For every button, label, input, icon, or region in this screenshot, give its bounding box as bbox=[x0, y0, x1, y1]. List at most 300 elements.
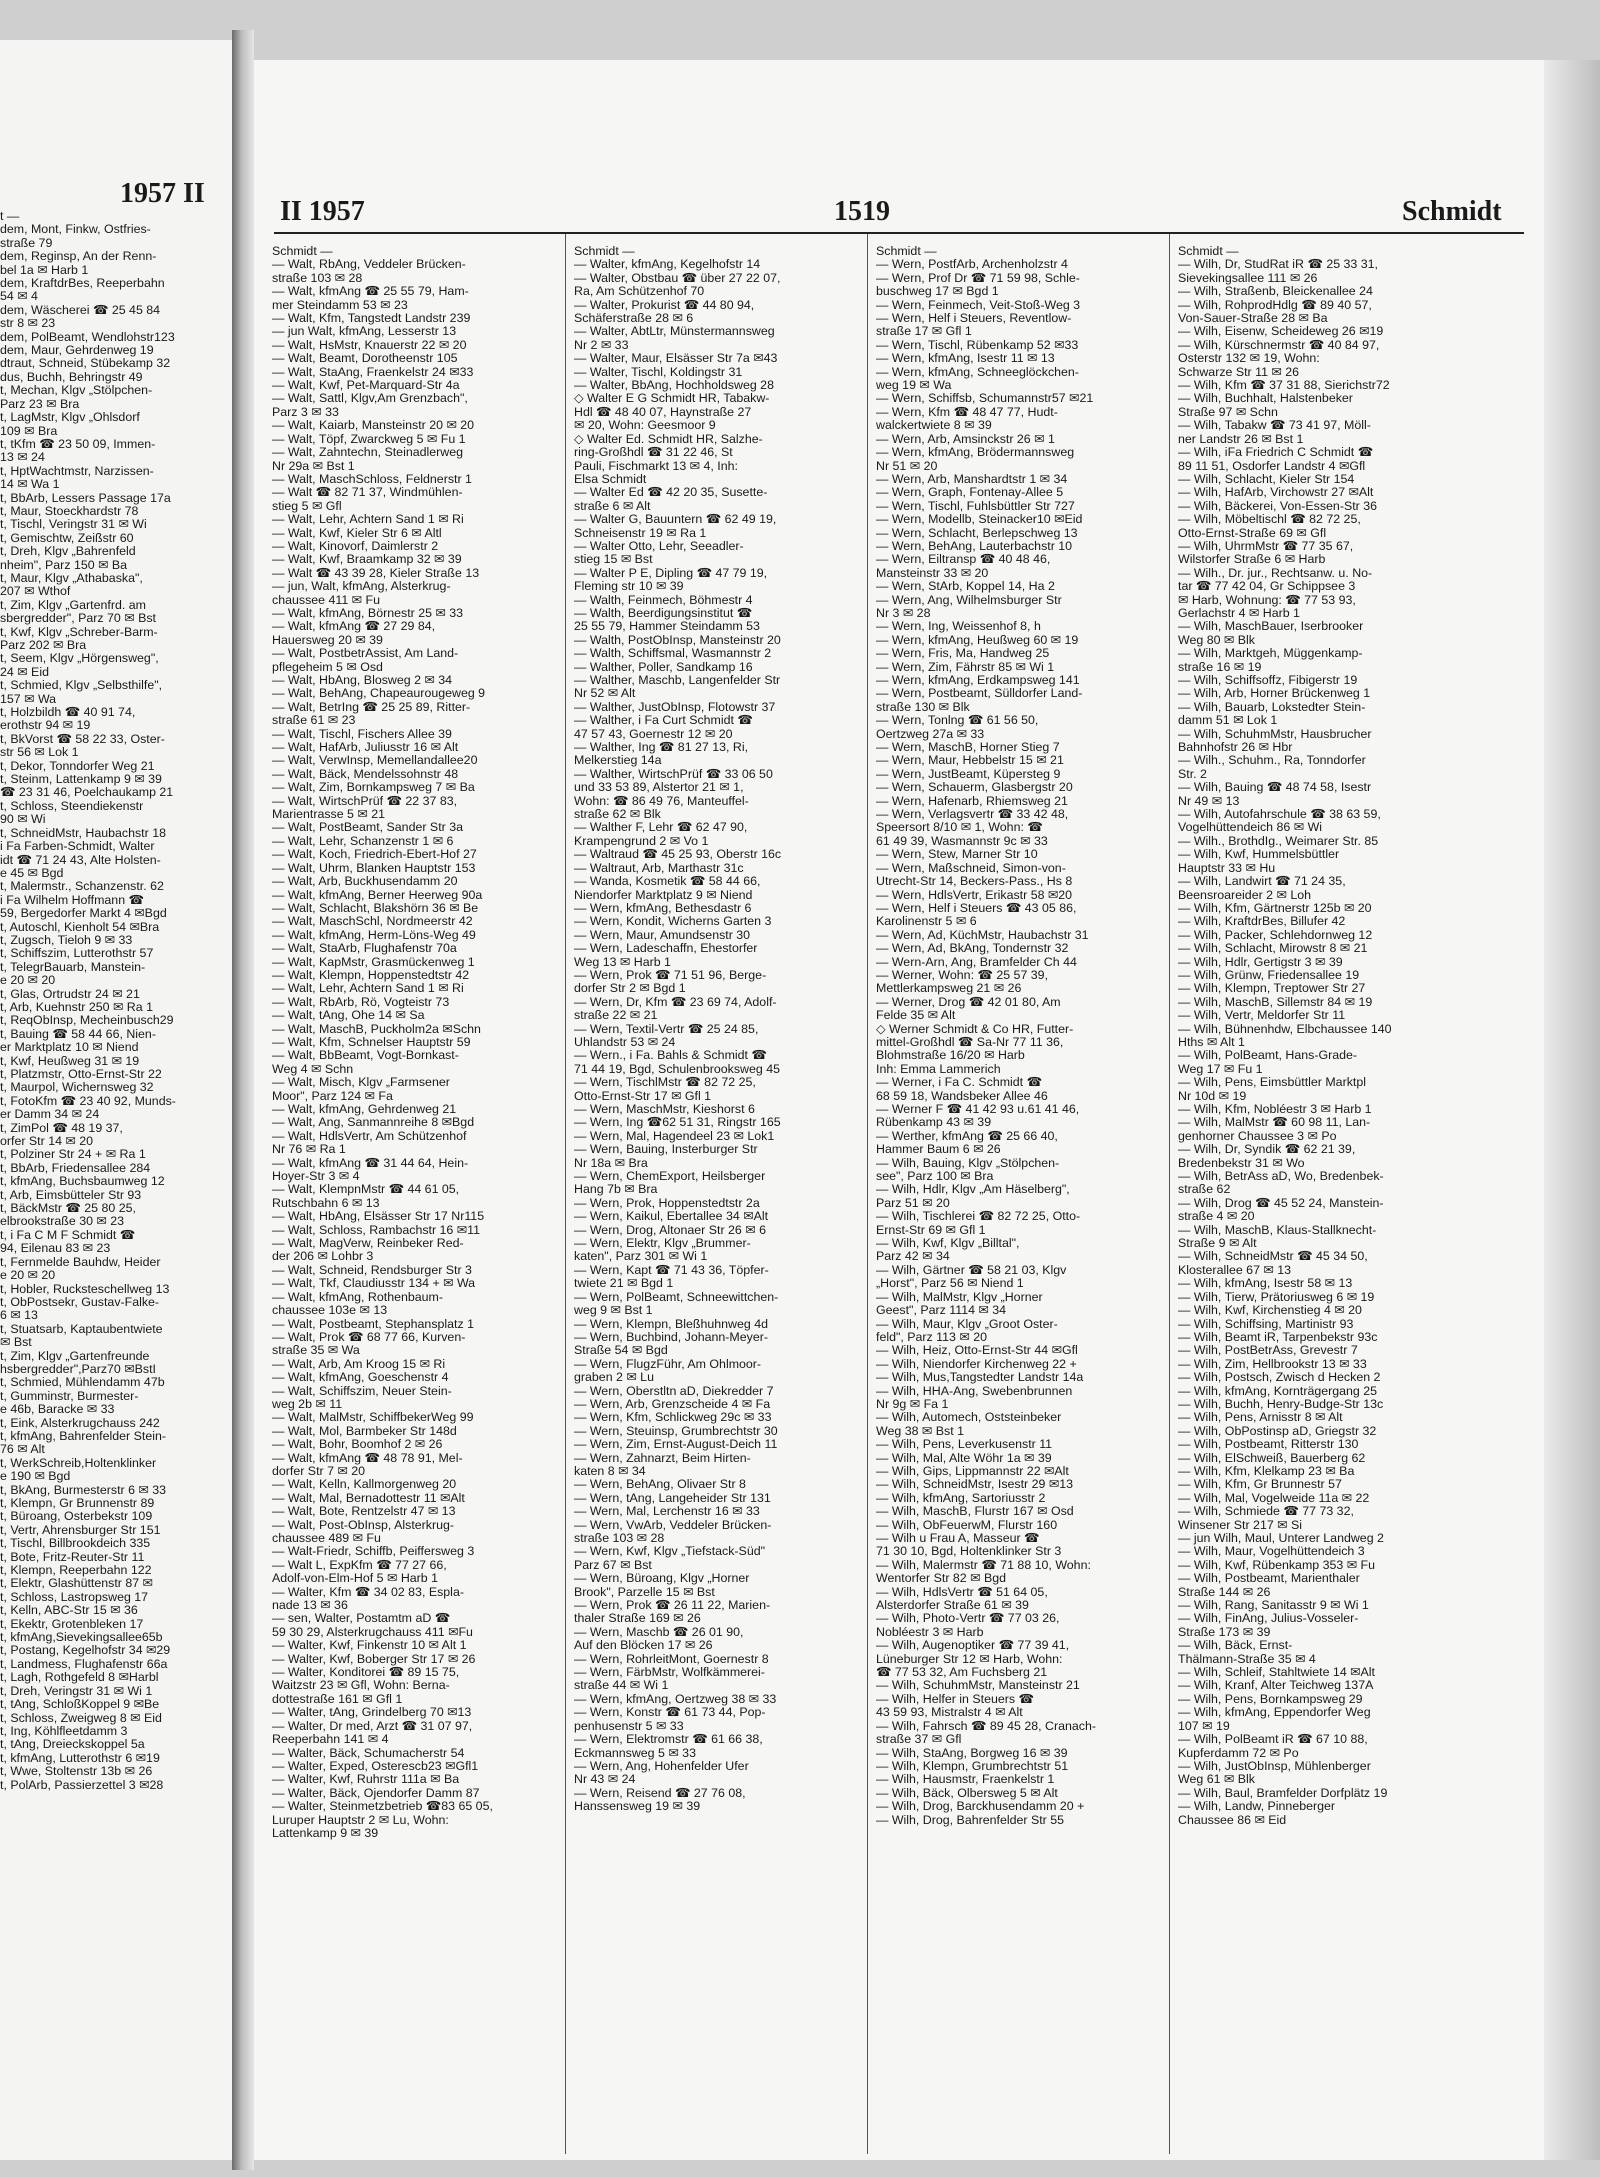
directory-entry: — Walt, PostBeamt, Sander Str 3a bbox=[272, 821, 463, 835]
directory-entry: — Walt, MagVerw, Reinbeker Red- bbox=[272, 1237, 464, 1251]
directory-entry: t, tAng, SchloßKoppel 9 ✉Be bbox=[0, 1698, 160, 1712]
directory-entry: — Walt, Lehr, Achtern Sand 1 ✉ Ri bbox=[272, 982, 464, 996]
directory-entry: — Wern, kfmAng, Schneeglöckchen- bbox=[876, 365, 1079, 379]
directory-entry: 24 ✉ Eid bbox=[0, 665, 49, 679]
directory-entry: — Wilh, Landwirt ☎ 71 24 35, bbox=[1178, 875, 1346, 889]
directory-entry: t, TelegrBauarb, Manstein- bbox=[0, 960, 146, 974]
directory-entry: Parz 51 ✉ 20 bbox=[876, 1196, 950, 1210]
directory-entry: — Walt, kfmAng, Rothenbaum- bbox=[272, 1290, 444, 1304]
directory-entry: — Wilh, Kfm, Nobléestr 3 ✉ Harb 1 bbox=[1178, 1103, 1372, 1116]
directory-entry: t, Hobler, Rucksteschellweg 13 bbox=[0, 1282, 170, 1296]
directory-entry: Lattenkamp 9 ✉ 39 bbox=[272, 1826, 379, 1840]
directory-entry: — Wilh, Mus,Tangstedter Landstr 14a bbox=[876, 1371, 1084, 1385]
directory-entry: i Fa Farben-Schmidt, Walter bbox=[0, 840, 155, 854]
directory-entry: — Wern, Maschb ☎ 26 01 90, bbox=[574, 1625, 744, 1639]
directory-entry: Straße 97 ✉ Schn bbox=[1178, 405, 1278, 419]
directory-entry: 25 55 79, Hammer Steindamm 53 bbox=[574, 620, 760, 634]
directory-entry: Nobléestr 3 ✉ Harb bbox=[876, 1625, 984, 1639]
directory-entry: Nr 51 ✉ 20 bbox=[876, 459, 938, 473]
directory-entry: hsbergredder",Parz70 ✉BstI bbox=[0, 1362, 156, 1376]
directory-entry: — Wern, Kaikul, Ebertallee 34 ✉Alt bbox=[574, 1210, 769, 1224]
directory-entry: — Walt, BetrIng ☎ 25 25 89, Ritter- bbox=[272, 700, 471, 714]
directory-entry: — Wern, Drog, Altonaer Str 26 ✉ 6 bbox=[574, 1223, 766, 1237]
directory-entry: dtraut, Schneid, Stübekamp 32 bbox=[0, 357, 171, 371]
directory-entry: Vogelhüttendeich 86 ✉ Wi bbox=[1178, 821, 1323, 835]
directory-entry: tar ☎ 77 42 04, Gr Schippsee 3 bbox=[1178, 580, 1356, 594]
directory-entry: — Walt, Mol, Barmbeker Str 148d bbox=[272, 1424, 457, 1438]
directory-entry: — Wilh, Kranf, Alter Teichweg 137A bbox=[1178, 1679, 1374, 1693]
directory-entry: sbergredder", Parz 70 ✉ Bst bbox=[0, 612, 156, 626]
directory-entry: — Wanda, Kosmetik ☎ 58 44 66, bbox=[574, 875, 761, 889]
directory-entry: — Wilh, Pens, Arnisstr 8 ✉ Alt bbox=[1178, 1411, 1343, 1425]
directory-entry: — Wern, Kondit, Wicherns Garten 3 bbox=[574, 915, 772, 929]
directory-entry: Hauersweg 20 ✉ 39 bbox=[272, 633, 383, 647]
directory-entry: — Walter Ed ☎ 42 20 35, Susette- bbox=[574, 486, 768, 500]
directory-entry: t, Polziner Str 24 + ✉ Ra 1 bbox=[0, 1148, 146, 1162]
directory-entry: Alsterdorfer Straße 61 ✉ 39 bbox=[876, 1599, 1029, 1613]
directory-entry: — Wern, Maßschneid, Simon-von- bbox=[876, 861, 1066, 875]
directory-entry: Eckmannsweg 5 ✉ 33 bbox=[574, 1746, 696, 1760]
directory-entry: — Wilh, kfmAng, Isestr 58 ✉ 13 bbox=[1178, 1277, 1353, 1291]
directory-entry: Weg 80 ✉ Blk bbox=[1178, 633, 1255, 647]
directory-entry: Waitzstr 23 ✉ Gfl, Wohn: Berna- bbox=[272, 1679, 450, 1693]
directory-entry: — Wern, MaschMstr, Kieshorst 6 bbox=[574, 1103, 755, 1116]
directory-entry: t, Zugsch, Tieloh 9 ✉ 33 bbox=[0, 933, 133, 947]
directory-entry: Inh: Emma Lammerich bbox=[876, 1062, 1001, 1076]
directory-entry: — Wilh, Arb, Horner Brückenweg 1 bbox=[1178, 687, 1371, 701]
directory-entry: — Wern, Postbeamt, Sülldorfer Land- bbox=[876, 687, 1083, 701]
directory-entry: 61 49 39, Wasmannstr 9c ✉ 33 bbox=[876, 834, 1048, 848]
directory-entry: — Wern, kfmAng, Bethesdastr 6 bbox=[574, 901, 752, 915]
directory-entry: — Wern, Kfm, Schlickweg 29c ✉ 33 bbox=[574, 1411, 772, 1425]
directory-entry: — Wern, ChemExport, Heilsberger bbox=[574, 1170, 766, 1184]
directory-entry: — Walt, Zahntechn, Steinadlerweg bbox=[272, 446, 464, 460]
directory-entry: — Walt, Bäck, Mendelssohnstr 48 bbox=[272, 767, 459, 781]
directory-entry: — Wern, Zim, Ernst-August-Deich 11 bbox=[574, 1438, 778, 1452]
directory-entry: t, LagMstr, Klgv „Ohlsdorf bbox=[0, 411, 140, 425]
directory-entry: — Wern., i Fa. Bahls & Schmidt ☎ bbox=[574, 1049, 767, 1063]
directory-entry: t, i Fa C M F Schmidt ☎ bbox=[0, 1228, 136, 1242]
directory-entry: t, WerkSchreib,Holtenklinker bbox=[0, 1456, 157, 1470]
directory-entry: — Walt, KapMstr, Grasmückenweg 1 bbox=[272, 955, 475, 969]
directory-entry: — Wilh, Gips, Lippmannstr 22 ✉Alt bbox=[876, 1464, 1069, 1478]
directory-entry: — Walt, Kfm, Tangstedt Landstr 239 bbox=[272, 312, 471, 326]
directory-entry: — Walter, Konditorei ☎ 89 15 75, bbox=[272, 1666, 460, 1680]
directory-entry: — Wilh, Kfm, Klelkamp 23 ✉ Ba bbox=[1178, 1464, 1355, 1478]
directory-entry: — Wilh, Postbeamt, Marienthaler bbox=[1178, 1572, 1360, 1586]
directory-entry: Fleming str 10 ✉ 39 bbox=[574, 580, 684, 594]
directory-entry: e 20 ✉ 20 bbox=[0, 974, 56, 988]
directory-entry: Adolf-von-Elm-Hof 5 ✉ Harb 1 bbox=[272, 1572, 439, 1586]
directory-entry: — Wern, Elektromstr ☎ 61 66 38, bbox=[574, 1733, 763, 1747]
directory-entry: Straße 9 ✉ Alt bbox=[1178, 1237, 1257, 1251]
directory-entry: — Walter P E, Dipling ☎ 47 79 19, bbox=[574, 566, 768, 580]
directory-entry: t, Seem, Klgv „Hörgensweg", bbox=[0, 652, 159, 666]
directory-entry: — Walt, MaschB, Puckholm2a ✉Schn bbox=[272, 1022, 481, 1036]
directory-entry: — Wilh, FinAng, Julius-Vosseler- bbox=[1178, 1612, 1359, 1626]
column-divider bbox=[1169, 234, 1170, 2154]
directory-entry: — Wilh, MaschBauer, Iserbrooker bbox=[1178, 620, 1364, 634]
directory-entry: Pauli, Fischmarkt 13 ✉ 4, Inh: bbox=[574, 459, 738, 473]
directory-entry: t, Tischl, Billbrookdeich 335 bbox=[0, 1537, 151, 1551]
directory-entry: t, FotoKfm ☎ 23 40 92, Munds- bbox=[0, 1094, 176, 1108]
directory-entry: straße 79 bbox=[0, 236, 53, 250]
directory-entry: — Wern, Stew, Marner Str 10 bbox=[876, 848, 1038, 862]
directory-entry: — Wilh, HafArb, Virchowstr 27 ✉Alt bbox=[1178, 486, 1374, 500]
directory-entry: — Wilh, Packer, Schlehdornweg 12 bbox=[1178, 928, 1373, 942]
directory-entry: Bredenbekstr 31 ✉ Wo bbox=[1178, 1156, 1305, 1170]
directory-entry: — jun, Walt, kfmAng, Alsterkrug- bbox=[272, 580, 451, 594]
directory-entry: — Wilh, Zim, Hellbrookstr 13 ✉ 33 bbox=[1178, 1357, 1367, 1371]
directory-entry: 14 ✉ Wa 1 bbox=[0, 478, 60, 492]
directory-entry: — Wern, Reisend ☎ 27 76 08, bbox=[574, 1786, 746, 1800]
directory-entry: — Wern, VwArb, Veddeler Brücken- bbox=[574, 1518, 772, 1532]
directory-entry: — Wern, Zahnarzt, Beim Hirten- bbox=[574, 1451, 751, 1465]
directory-entry: — Walter, Bäck, Ojendorfer Damm 87 bbox=[272, 1786, 480, 1800]
directory-entry: — Walt, Misch, Klgv „Farmsener bbox=[272, 1076, 450, 1090]
directory-entry: — Wern, Helf i Steuers, Reventlow- bbox=[876, 312, 1072, 326]
directory-entry: — Wern, Prok ☎ 71 51 96, Berge- bbox=[574, 968, 767, 982]
directory-entry: — Walter, kfmAng, Kegelhofstr 14 bbox=[574, 258, 761, 272]
directory-entry: — Walter, Prokurist ☎ 44 80 94, bbox=[574, 298, 755, 312]
directory-entry: t, ObPostsekr, Gustav-Falke- bbox=[0, 1295, 160, 1309]
directory-entry: — Walt, Mal, Bernadottestr 11 ✉Alt bbox=[272, 1491, 465, 1505]
directory-entry: — Wilh., Schuhm., Ra, Tonndorfer bbox=[1178, 754, 1366, 768]
directory-entry: — Wilh, Kwf, Kirchenstieg 4 ✉ 20 bbox=[1178, 1304, 1362, 1318]
directory-entry: 94, Eilenau 83 ✉ 23 bbox=[0, 1242, 111, 1256]
directory-entry: Weg 13 ✉ Harb 1 bbox=[574, 955, 671, 969]
directory-entry: Straße 54 ✉ Bgd bbox=[574, 1344, 668, 1358]
directory-entry: — Walt, Arb, Am Kroog 15 ✉ Ri bbox=[272, 1357, 446, 1371]
directory-entry: t, Schloss, Zweigweg 8 ✉ Eid bbox=[0, 1711, 162, 1725]
directory-entry: see", Parz 100 ✉ Bra bbox=[876, 1170, 994, 1184]
directory-entry: Osterstr 132 ✉ 19, Wohn: bbox=[1178, 352, 1320, 366]
directory-entry: — Walt, StaAng, Fraenkelstr 24 ✉33 bbox=[272, 365, 474, 379]
directory-entry: Uhlandstr 53 ✉ 24 bbox=[574, 1035, 676, 1049]
directory-entry: t, Kwf, Klgv „Schreber-Barm- bbox=[0, 625, 158, 639]
directory-entry: — Walt, Schlacht, Blakshörn 36 ✉ Be bbox=[272, 901, 479, 915]
directory-entry: — Walt, Klempn, Hoppenstedtstr 42 bbox=[272, 968, 470, 982]
directory-entry: straße 6 ✉ Alt bbox=[574, 499, 651, 513]
directory-entry: — jun Wilh, Maul, Unterer Landweg 2 bbox=[1178, 1532, 1384, 1545]
directory-entry: — Wern, Graph, Fontenay-Allee 5 bbox=[876, 486, 1064, 500]
directory-entry: t, Zim, Klgv „Gartenfrd. am bbox=[0, 598, 146, 612]
directory-entry: 90 ✉ Wi bbox=[0, 813, 46, 827]
directory-entry: — Walter G, Bauuntern ☎ 62 49 19, bbox=[574, 513, 777, 527]
directory-entry: Schneisenstr 19 ✉ Ra 1 bbox=[574, 526, 707, 540]
directory-entry: — Wern, BehAng, Lauterbachstr 10 bbox=[876, 539, 1073, 553]
directory-entry: — Waltraut, Arb, Marthastr 31c bbox=[574, 861, 744, 875]
directory-entry: — Wilh, ObFeuerwM, Flurstr 160 bbox=[876, 1518, 1058, 1532]
directory-entry: straße 35 ✉ Wa bbox=[272, 1344, 360, 1358]
directory-entry: ✉ Bst bbox=[0, 1336, 32, 1350]
directory-entry: t, Eink, Alsterkrugchauss 242 bbox=[0, 1416, 160, 1430]
directory-entry: — Walt, Kelln, Kallmorgenweg 20 bbox=[272, 1478, 457, 1492]
directory-entry: — Wilh, ElSchweiß, Bauerberg 62 bbox=[1178, 1451, 1366, 1465]
directory-entry: — Wilh, Mal, Vogelweide 11a ✉ 22 bbox=[1178, 1491, 1370, 1505]
directory-entry: t, Steinm, Lattenkamp 9 ✉ 39 bbox=[0, 773, 162, 787]
directory-entry: — Walt, HafArb, Juliusstr 16 ✉ Alt bbox=[272, 741, 459, 755]
directory-entry: — Wern, Kwf, Klgv „Tiefstack-Süd" bbox=[574, 1545, 765, 1559]
directory-entry: Rübenkamp 43 ✉ 39 bbox=[876, 1116, 992, 1130]
directory-entry: — Wern, Maur, Hebbelstr 15 ✉ 21 bbox=[876, 754, 1064, 768]
directory-entry: — Walt, kfmAng, Berner Heerweg 90a bbox=[272, 888, 483, 902]
directory-entry: — Wilh, Kürschnermstr ☎ 40 84 97, bbox=[1178, 338, 1380, 352]
directory-entry: walckertwiete 8 ✉ 39 bbox=[876, 419, 992, 433]
directory-entry: — Walt, MaschSchl, Nordmeerstr 42 bbox=[272, 915, 473, 929]
directory-entry: — Wilh, Bauarb, Lokstedter Stein- bbox=[1178, 700, 1366, 714]
directory-entry: — Wilh, kfmAng, Sartoriusstr 2 bbox=[876, 1491, 1046, 1505]
directory-entry: 59, Bergedorfer Markt 4 ✉Bgd bbox=[0, 907, 167, 921]
directory-entry: — Walt, MaschSchloss, Feldnerstr 1 bbox=[272, 472, 472, 486]
directory-entry: — Wern, Prok, Hoppenstedtstr 2a bbox=[574, 1196, 760, 1210]
directory-entry: Nr 18a ✉ Bra bbox=[574, 1156, 648, 1170]
directory-entry: 47 57 43, Goernestr 12 ✉ 20 bbox=[574, 727, 733, 741]
directory-entry: Thälmann-Straße 35 ✉ 4 bbox=[1178, 1652, 1316, 1666]
directory-entry: dem, Reginsp, An der Renn- bbox=[0, 250, 157, 264]
directory-entry: — Wilh, Kwf, Klgv „Billtal", bbox=[876, 1237, 1020, 1251]
directory-entry: — Wern, Ang, Wilhelmsburger Str bbox=[876, 593, 1062, 607]
directory-entry: t, Arb, Kuehnstr 250 ✉ Ra 1 bbox=[0, 1000, 153, 1014]
directory-entry: t, Holzbildh ☎ 40 91 74, bbox=[0, 706, 136, 720]
directory-entry: t, Landmess, Flughafenstr 66a bbox=[0, 1657, 168, 1671]
directory-entry: — Wilh, Buchh, Henry-Budge-Str 13c bbox=[1178, 1397, 1384, 1411]
directory-entry: Straße 173 ✉ 39 bbox=[1178, 1625, 1271, 1639]
directory-entry: — Wern, Ad, KüchMstr, Haubachstr 31 bbox=[876, 928, 1089, 942]
directory-entry: Moor", Parz 124 ✉ Fa bbox=[272, 1089, 393, 1103]
directory-entry: — Wilh, Pens, Eimsbüttler Marktpl bbox=[1178, 1076, 1366, 1090]
directory-entry: Nr 2 ✉ 33 bbox=[574, 338, 629, 352]
directory-entry: Schmidt — bbox=[272, 245, 333, 258]
directory-entry: t, Maur, Stoeckhardstr 78 bbox=[0, 504, 139, 518]
directory-entry: t, Schmied, Mühlendamm 47b bbox=[0, 1376, 165, 1390]
directory-entry: — Wilh, Klempn, Treptower Str 27 bbox=[1178, 982, 1366, 996]
directory-entry: — Wilh., BrothdIg., Weimarer Str. 85 bbox=[1178, 834, 1379, 848]
directory-entry: — Wilh, Klempn, Grumbrechtstr 51 bbox=[876, 1759, 1069, 1773]
directory-entry: dem, KraftdrBes, Reeperbahn bbox=[0, 277, 165, 291]
directory-entry: Ernst-Str 69 ✉ Gfl 1 bbox=[876, 1223, 986, 1237]
directory-entry: — Wern, Verlagsvertr ☎ 33 42 48, bbox=[876, 808, 1069, 822]
directory-entry: — Walt, PostbetrAssist, Am Land- bbox=[272, 647, 459, 661]
directory-entry: — Wilh, Drog ☎ 45 52 24, Manstein- bbox=[1178, 1196, 1384, 1210]
directory-entry: Straße 144 ✉ 26 bbox=[1178, 1585, 1271, 1599]
directory-entry: t, Ing, Köhlfleetdamm 3 bbox=[0, 1724, 128, 1738]
directory-entry: bel 1a ✉ Harb 1 bbox=[0, 263, 89, 277]
directory-entry: — Walt, RbArb, Rö, Vogteistr 73 bbox=[272, 995, 450, 1009]
directory-entry: t, Elektr, Glashüttenstr 87 ✉ bbox=[0, 1577, 153, 1591]
directory-entry: und 33 53 89, Alstertor 21 ✉ 1, bbox=[574, 781, 744, 795]
directory-entry: Nr 52 ✉ Alt bbox=[574, 687, 636, 701]
directory-entry: — Werner, Drog ☎ 42 01 80, Am bbox=[876, 995, 1061, 1009]
directory-entry: ring-Großhdl ☎ 31 22 46, St bbox=[574, 446, 733, 460]
directory-entry: — Wern, Zim, Fährstr 85 ✉ Wi 1 bbox=[876, 660, 1055, 674]
directory-entry: — Wilh, MaschB, Sillemstr 84 ✉ 19 bbox=[1178, 995, 1373, 1009]
directory-entry: — Walter, Bäck, Schumacherstr 54 bbox=[272, 1746, 465, 1760]
directory-entry: twiete 21 ✉ Bgd 1 bbox=[574, 1277, 674, 1291]
directory-entry: — Walt, Tischl, Fischers Allee 39 bbox=[272, 727, 452, 741]
directory-entry: — Wern-Arn, Ang, Bramfelder Ch 44 bbox=[876, 955, 1077, 969]
directory-entry: weg 19 ✉ Wa bbox=[876, 379, 952, 393]
directory-entry: Weg 17 ✉ Fu 1 bbox=[1178, 1062, 1263, 1076]
directory-entry: — Wern, Arb, Amsinckstr 26 ✉ 1 bbox=[876, 432, 1055, 446]
directory-entry: — Walt-Friedr, Schiffb, Peiffersweg 3 bbox=[272, 1545, 475, 1559]
directory-entry: 109 ✉ Bra bbox=[0, 424, 58, 438]
directory-entry: — Wilh, PolBeamt, Hans-Grade- bbox=[1178, 1049, 1358, 1063]
directory-entry: — Wilh, kfmAng, Kornträgergang 25 bbox=[1178, 1384, 1378, 1398]
directory-entry: Niendorfer Marktplatz 9 ✉ Niend bbox=[574, 888, 753, 902]
directory-entry: Hanssensweg 19 ✉ 39 bbox=[574, 1800, 701, 1814]
directory-entry: 13 ✉ 24 bbox=[0, 451, 45, 465]
directory-entry: — Wilh, Eisenw, Scheideweg 26 ✉19 bbox=[1178, 325, 1384, 339]
directory-entry: t, Klempn, Reeperbahn 122 bbox=[0, 1564, 152, 1578]
directory-entry: — Wern, tAng, Langeheider Str 131 bbox=[574, 1491, 771, 1505]
directory-entry: 89 11 51, Osdorfer Landstr 4 ✉Gfl bbox=[1178, 459, 1366, 473]
directory-entry: — Walt, Beamt, Dorotheenstr 105 bbox=[272, 352, 458, 366]
directory-entry: dem, Wäscherei ☎ 25 45 84 bbox=[0, 303, 161, 317]
directory-entry: — Walt L, ExpKfm ☎ 77 27 66, bbox=[272, 1558, 447, 1572]
directory-entry: — Wilh, Dr, Syndik ☎ 62 21 39, bbox=[1178, 1143, 1356, 1157]
directory-entry: — Wern, Buchbind, Johann-Meyer- bbox=[574, 1330, 768, 1344]
directory-entry: t, Tischl, Veringstr 31 ✉ Wi bbox=[0, 518, 147, 532]
directory-entry: 207 ✉ Wthof bbox=[0, 585, 71, 599]
directory-entry: katen", Parz 301 ✉ Wi 1 bbox=[574, 1250, 708, 1264]
directory-entry: — Wilh, SchneidMstr ☎ 45 34 50, bbox=[1178, 1250, 1368, 1264]
directory-entry: Wohn: ☎ 86 49 76, Manteuffel- bbox=[574, 794, 749, 808]
directory-entry: — Walt ☎ 82 71 37, Windmühlen- bbox=[272, 486, 463, 500]
directory-entry: — Wilh, Rang, Sanitasstr 9 ✉ Wi 1 bbox=[1178, 1599, 1369, 1613]
directory-entry: — Wilh, Schiffsing, Martinistr 93 bbox=[1178, 1317, 1354, 1331]
directory-entry: t, PolArb, Passierzettel 3 ✉28 bbox=[0, 1778, 164, 1792]
directory-entry: — Wern, PolBeamt, Schneewittchen- bbox=[574, 1290, 779, 1304]
directory-entry: Parz 23 ✉ Bra bbox=[0, 397, 80, 411]
directory-entry: genhorner Chaussee 3 ✉ Po bbox=[1178, 1129, 1337, 1143]
directory-entry: — Walt, Kwf, Kieler Str 6 ✉ Altl bbox=[272, 526, 442, 540]
directory-entry: — Wilh, Pens, Leverkusenstr 11 bbox=[876, 1438, 1053, 1452]
directory-entry: t, Schmied, Klgv „Selbsthilfe", bbox=[0, 679, 163, 693]
directory-entry: straße 17 ✉ Gfl 1 bbox=[876, 325, 972, 339]
directory-entry: straße 22 ✉ 21 bbox=[574, 1009, 658, 1023]
directory-entry: — Wilh, Schmiede ☎ 77 73 32, bbox=[1178, 1505, 1354, 1519]
directory-entry: — Wern, BehAng, Olivaer Str 8 bbox=[574, 1478, 746, 1492]
right-page bbox=[254, 60, 1544, 2160]
directory-entry: — Walt, VerwInsp, Memellandallee20 bbox=[272, 754, 478, 768]
directory-entry: — Wilh, Mal, Alte Wöhr 1a ✉ 39 bbox=[876, 1451, 1052, 1465]
directory-entry: t, ReqObInsp, Mecheinbusch29 bbox=[0, 1014, 174, 1028]
directory-entry: — Walt, Schneid, Rendsburger Str 3 bbox=[272, 1263, 472, 1277]
directory-entry: Winsener Str 217 ✉ Si bbox=[1178, 1518, 1303, 1532]
directory-entry: — Wilh, Grünw, Friedensallee 19 bbox=[1178, 968, 1360, 982]
directory-entry: — Wilh, Helfer in Steuers ☎ bbox=[876, 1692, 1034, 1706]
directory-entry: dus, Buchh, Behringstr 49 bbox=[0, 370, 143, 384]
directory-entry: — Wern, Arb, Manshardtstr 1 ✉ 34 bbox=[876, 472, 1068, 486]
directory-entry: mer Steindamm 53 ✉ 23 bbox=[272, 298, 408, 312]
directory-entry: — Walt, BbBeamt, Vogt-Bornkast- bbox=[272, 1049, 459, 1063]
directory-entry: — Wilh, Malermstr ☎ 71 88 10, Wohn: bbox=[876, 1558, 1091, 1572]
directory-entry: — Wern, Steuinsp, Grumbrechtstr 30 bbox=[574, 1424, 778, 1438]
directory-entry: 54 ✉ 4 bbox=[0, 290, 38, 304]
directory-entry: — Wern, Dr, Kfm ☎ 23 69 74, Adolf- bbox=[574, 995, 777, 1009]
directory-entry: — Walt, Ang, Sanmannreihe 8 ✉Bgd bbox=[272, 1116, 475, 1130]
directory-entry: — Wern, Prof Dr ☎ 71 59 98, Schle- bbox=[876, 271, 1080, 285]
directory-entry: — Wilh, Tabakw ☎ 73 41 97, Möll- bbox=[1178, 419, 1371, 433]
directory-entry: — Wern, TischlMstr ☎ 82 72 25, bbox=[574, 1076, 756, 1090]
directory-entry: — Wilh, Schiffsoffz, Fibigerstr 19 bbox=[1178, 674, 1358, 687]
directory-entry: — Wilh, SchneidMstr, Isestr 29 ✉13 bbox=[876, 1478, 1073, 1492]
directory-entry: str 56 ✉ Lok 1 bbox=[0, 746, 79, 760]
directory-entry: — Walter Otto, Lehr, Seeadler- bbox=[574, 539, 744, 553]
directory-entry: t, Zim, Klgv „Gartenfreunde bbox=[0, 1349, 150, 1363]
directory-entry: ◇ Walter E G Schmidt HR, Tabakw- bbox=[574, 392, 770, 406]
directory-entry: — Wilh, Postsch, Zwisch d Hecken 2 bbox=[1178, 1371, 1381, 1385]
directory-entry: t, Büroang, Osterbekstr 109 bbox=[0, 1510, 153, 1524]
directory-entry: t, BbArb, Lessers Passage 17a bbox=[0, 491, 171, 505]
directory-entry: t, Dreh, Klgv „Bahrenfeld bbox=[0, 545, 136, 559]
directory-entry: t, Schloss, Lastropsweg 17 bbox=[0, 1590, 149, 1604]
directory-entry: — Werner F ☎ 41 42 93 u.61 41 46, bbox=[876, 1103, 1080, 1116]
directory-entry: — Walther F, Lehr ☎ 62 47 90, bbox=[574, 821, 748, 835]
directory-entry: t, Ekektr, Grotenbleken 17 bbox=[0, 1617, 144, 1631]
directory-entry: Schwarze Str 11 ✉ 26 bbox=[1178, 365, 1300, 379]
directory-entry: — Wern, Eiltransp ☎ 40 48 46, bbox=[876, 553, 1051, 567]
directory-entry: t, Kelln, ABC-Str 15 ✉ 36 bbox=[0, 1604, 138, 1618]
directory-entry: — Wilh, Niendorfer Kirchenweg 22 + bbox=[876, 1357, 1077, 1371]
directory-entry: dem, Mont, Finkw, Ostfries- bbox=[0, 223, 151, 237]
directory-entry: Speersort 8/10 ✉ 1, Wohn: ☎ bbox=[876, 821, 1043, 835]
directory-entry: — Wern, Prok ☎ 26 11 22, Marien- bbox=[574, 1599, 771, 1613]
directory-entry: Parz 3 ✉ 33 bbox=[272, 405, 339, 419]
directory-entry: straße 103 ✉ 28 bbox=[574, 1532, 665, 1545]
directory-entry: — Walt, Kwf, Braamkamp 32 ✉ 39 bbox=[272, 553, 462, 567]
directory-entry: — Wilh, Straßenb, Bleickenallee 24 bbox=[1178, 285, 1373, 299]
directory-entry: — Wern, RohrleitMont, Goernestr 8 bbox=[574, 1652, 769, 1666]
directory-entry: — Wilh, Baul, Bramfelder Dorfplätz 19 bbox=[1178, 1786, 1388, 1800]
directory-entry: katen 8 ✉ 34 bbox=[574, 1464, 646, 1478]
directory-entry: t, HptWachtmstr, Narzissen- bbox=[0, 464, 154, 478]
directory-entry: — Wilh, Landw, Pinneberger bbox=[1178, 1800, 1336, 1814]
directory-entry: — Walter, Kwf, Boberger Str 17 ✉ 26 bbox=[272, 1652, 476, 1666]
directory-entry: Nr 9g ✉ Fa 1 bbox=[876, 1397, 949, 1411]
directory-entry: — Walt, KlempnMstr ☎ 44 61 05, bbox=[272, 1183, 460, 1197]
directory-entry: straße 61 ✉ 23 bbox=[272, 714, 356, 728]
directory-entry: Blohmstraße 16/20 ✉ Harb bbox=[876, 1049, 1025, 1063]
directory-entry: — Walt, WirtschPrüf ☎ 22 37 83, bbox=[272, 794, 458, 808]
directory-entry: stieg 5 ✉ Gfl bbox=[272, 499, 342, 513]
directory-entry: — Wilh, Heiz, Otto-Ernst-Str 44 ✉Gfl bbox=[876, 1344, 1078, 1358]
directory-entry: e 45 ✉ Bgd bbox=[0, 866, 64, 880]
directory-entry: Weg 4 ✉ Schn bbox=[272, 1062, 354, 1076]
directory-entry: — Walt, Post-ObInsp, Alsterkrug- bbox=[272, 1518, 455, 1532]
directory-entry: t, kfmAng, Buchsbaumweg 12 bbox=[0, 1175, 165, 1189]
directory-entry: t, tAng, Dreieckskoppel 5a bbox=[0, 1738, 145, 1752]
directory-entry: erothstr 94 ✉ 19 bbox=[0, 719, 91, 733]
directory-entry: — Wern, Maur, Amundsenstr 30 bbox=[574, 928, 751, 942]
directory-entry: straße 62 ✉ Blk bbox=[574, 808, 661, 822]
directory-entry: — Wilh, StaAng, Borgweg 16 ✉ 39 bbox=[876, 1746, 1068, 1760]
directory-entry: — Wilh, PolBeamt iR ☎ 67 10 88, bbox=[1178, 1733, 1368, 1747]
directory-entry: — Walter, Obstbau ☎ über 27 22 07, bbox=[574, 271, 781, 285]
directory-entry: t, Bauing ☎ 58 44 66, Nien- bbox=[0, 1027, 156, 1041]
directory-entry: — Walt, Bohr, Boomhof 2 ✉ 26 bbox=[272, 1438, 443, 1452]
directory-entry: dem, PolBeamt, Wendlohstr123 bbox=[0, 330, 175, 344]
directory-entry: — Walther, Poller, Sandkamp 16 bbox=[574, 660, 753, 674]
directory-entry: t, BbArb, Friedensallee 284 bbox=[0, 1161, 151, 1175]
directory-entry: str 8 ✉ 23 bbox=[0, 317, 56, 331]
directory-entry: — Wilh, Kfm ☎ 37 31 88, Sierichstr72 bbox=[1178, 379, 1390, 393]
directory-entry: Schmidt — bbox=[574, 245, 635, 258]
directory-entry: — Wilh, Kwf, Rübenkamp 353 ✉ Fu bbox=[1178, 1558, 1376, 1572]
directory-entry: Parz 42 ✉ 34 bbox=[876, 1250, 950, 1264]
directory-entry: — Wilh, Buchhalt, Halstenbeker bbox=[1178, 392, 1353, 406]
